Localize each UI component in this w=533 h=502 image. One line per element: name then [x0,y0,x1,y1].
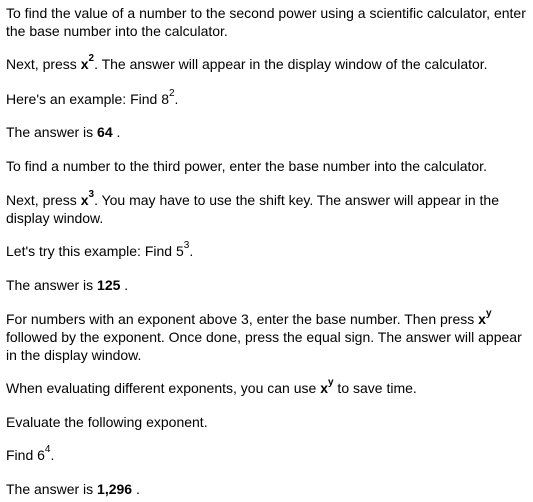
cube-key-instruction: Next, press $x^3$. You may have to use the shift key. The answer will appear in the display window. [6,189,500,226]
answer-value: 1,296 [97,481,133,497]
cube-answer: The answer is 125 . [6,277,129,293]
x-cubed-key: $x^3$ [80,189,95,208]
square-answer: The answer is 64 . [6,124,121,140]
square-example: Here's an example: Find $8^2$. [6,88,179,107]
answer-value: 64 [97,124,113,140]
x-squared-key: $x^2$ [80,53,95,72]
higher-exponent-instruction: For numbers with an exponent above 3, enter the base number. Then press $x^y$ followed by the exponent. Once done, press the equal sign. The answer will appear in the display window. [6,308,522,363]
exponent-problem: Find $6^4$. [6,444,55,463]
time-saving-tip: When evaluating different exponents, you can use $x^y$ to save time. [6,377,417,396]
answer-value: 125 [97,277,121,293]
cube-intro-paragraph: To find a number to the third power, enter the base number into the calculator. [6,158,487,174]
final-answer: The answer is 1,296 . [6,481,140,497]
x-to-y-key: $x^y$ [478,308,492,327]
x-to-y-key: $x^y$ [320,377,334,396]
evaluate-prompt: Evaluate the following exponent. [6,414,208,430]
square-key-instruction: Next, press $x^2$. The answer will appear in the display window of the calculator. [6,53,488,72]
cube-example: Let's try this example: Find $5^3$. [6,240,194,259]
intro-paragraph: To find the value of a number to the second power using a scientific calculator, enter the base number into the calculator. [6,5,526,39]
